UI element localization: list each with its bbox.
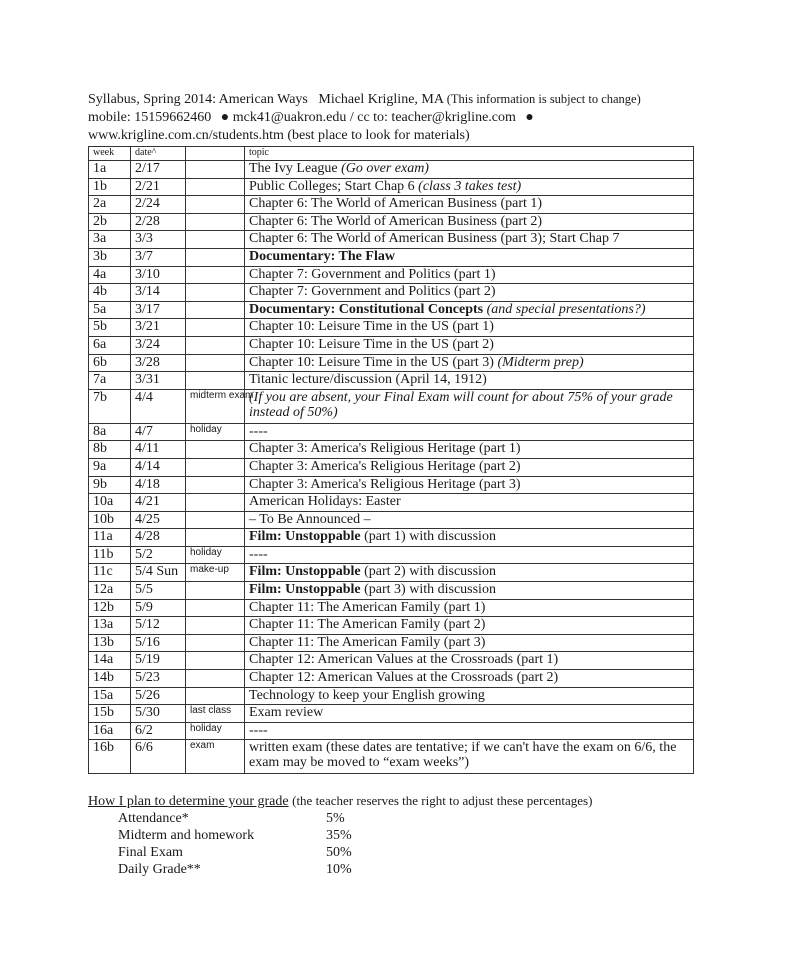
topic-text: Chapter 10: Leisure Time in the US (part 2) — [249, 336, 494, 352]
schedule-row — [89, 511, 694, 529]
note-cell — [186, 213, 245, 231]
topic-cell — [245, 354, 694, 372]
topic-text: – To Be Announced – — [249, 511, 371, 527]
topic-cell — [245, 423, 694, 441]
week-cell: 3b — [89, 248, 131, 266]
week-cell: 6a — [89, 336, 131, 354]
topic-text: Chapter 12: American Values at the Crossroads (part 1) — [249, 652, 559, 668]
week-cell: 8a — [89, 423, 131, 441]
schedule-row — [89, 248, 694, 266]
schedule-row — [89, 634, 694, 652]
week-cell: 7a — [89, 372, 131, 390]
schedule-body — [89, 147, 694, 774]
date-cell: 2/21 — [131, 178, 186, 196]
topic-text: The Ivy League — [249, 161, 342, 176]
date-cell: 4/14 — [131, 458, 186, 476]
topic-text: Chapter 11: The American Family (part 1) — [249, 599, 486, 615]
date-cell: 5/2 — [131, 546, 186, 564]
note-cell: holiday — [186, 722, 245, 740]
topic-cell — [245, 231, 694, 249]
note-cell — [186, 336, 245, 354]
schedule-row — [89, 564, 694, 582]
topic-cell — [245, 161, 694, 179]
header-line-1 — [88, 90, 641, 109]
column-header-topic: topic — [245, 147, 694, 161]
topic-text: Chapter 7: Government and Politics (part 1) — [249, 266, 496, 282]
topic-text: Chapter 12: American Values at the Crossroads (part 2) — [249, 670, 559, 686]
week-cell: 6b — [89, 354, 131, 372]
week-cell: 4b — [89, 284, 131, 302]
topic-cell — [245, 722, 694, 740]
topic-text: Public Colleges; Start Chap 6 — [249, 178, 419, 194]
note-cell — [186, 266, 245, 284]
date-cell: 3/24 — [131, 336, 186, 354]
note-cell: holiday — [186, 423, 245, 441]
week-cell: 3a — [89, 231, 131, 249]
week-cell: 9b — [89, 476, 131, 494]
schedule-row — [89, 213, 694, 231]
topic-cell — [245, 564, 694, 582]
schedule-table — [88, 146, 694, 774]
week-cell: 11b — [89, 546, 131, 564]
topic-italic-text: (Go over exam) — [341, 161, 429, 176]
grading-title: How I plan to determine your grade — [88, 794, 289, 809]
topic-text: written exam (these dates are tentative; if we can't have the exam on 6/6, the exam may be moved to “exam weeks”) — [249, 740, 677, 771]
grade-item — [118, 844, 592, 861]
date-cell: 2/24 — [131, 196, 186, 214]
week-cell: 14a — [89, 652, 131, 670]
date-cell: 3/31 — [131, 372, 186, 390]
week-cell: 8b — [89, 441, 131, 459]
topic-text: Chapter 6: The World of American Business (part 2) — [249, 213, 543, 229]
schedule-row — [89, 441, 694, 459]
topic-cell — [245, 599, 694, 617]
topic-italic-text: (class 3 takes test) — [418, 178, 522, 194]
note-cell — [186, 494, 245, 512]
note-cell — [186, 652, 245, 670]
topic-cell — [245, 687, 694, 705]
grading-subtitle: (the teacher reserves the right to adjust these percentages) — [292, 793, 593, 808]
column-header-date: date^ — [131, 147, 186, 161]
note-cell — [186, 178, 245, 196]
note-cell — [186, 441, 245, 459]
note-cell: exam — [186, 740, 245, 774]
week-cell: 16b — [89, 740, 131, 774]
grade-item-label: Attendance* — [118, 811, 189, 826]
date-cell: 2/28 — [131, 213, 186, 231]
column-header-note — [186, 147, 245, 161]
topic-bold-text: Film: Unstoppable — [249, 564, 365, 580]
schedule-row — [89, 705, 694, 723]
topic-text: Chapter 3: America's Religious Heritage (part 3) — [249, 476, 521, 492]
topic-cell — [245, 441, 694, 459]
week-cell: 12a — [89, 582, 131, 600]
grade-item-value: 50% — [326, 845, 352, 860]
topic-cell — [245, 389, 694, 423]
note-cell — [186, 354, 245, 372]
date-cell: 3/7 — [131, 248, 186, 266]
topic-cell — [245, 266, 694, 284]
note-cell — [186, 319, 245, 337]
week-cell: 5a — [89, 301, 131, 319]
date-cell: 5/26 — [131, 687, 186, 705]
schedule-row — [89, 458, 694, 476]
grade-item — [118, 861, 592, 878]
note-cell: midterm exam — [186, 389, 245, 423]
topic-italic-text: (If you are absent, your Final Exam will count for about 75% of your grade instead of 50%) — [249, 389, 673, 420]
subject-to-change-note: (This information is subject to change) — [446, 92, 641, 106]
schedule-row — [89, 319, 694, 337]
header-line-2 — [88, 109, 641, 127]
note-cell — [186, 372, 245, 390]
note-cell — [186, 248, 245, 266]
note-cell: holiday — [186, 546, 245, 564]
note-cell — [186, 670, 245, 688]
week-cell: 2a — [89, 196, 131, 214]
date-cell: 4/18 — [131, 476, 186, 494]
week-cell: 1a — [89, 161, 131, 179]
week-cell: 10a — [89, 494, 131, 512]
grade-item-label: Final Exam — [118, 845, 183, 860]
topic-text: ---- — [249, 423, 268, 439]
schedule-row — [89, 740, 694, 774]
grade-item-value: 10% — [326, 862, 352, 877]
week-cell: 2b — [89, 213, 131, 231]
topic-cell — [245, 336, 694, 354]
note-cell: make-up — [186, 564, 245, 582]
topic-text: ---- — [249, 546, 268, 562]
schedule-row — [89, 161, 694, 179]
week-cell: 16a — [89, 722, 131, 740]
date-cell: 5/9 — [131, 599, 186, 617]
week-cell: 15b — [89, 705, 131, 723]
topic-cell — [245, 617, 694, 635]
date-cell: 5/23 — [131, 670, 186, 688]
schedule-row — [89, 722, 694, 740]
date-cell: 3/17 — [131, 301, 186, 319]
schedule-row — [89, 301, 694, 319]
grade-item-value: 35% — [326, 828, 352, 843]
date-cell: 4/4 — [131, 389, 186, 423]
topic-text: Chapter 10: Leisure Time in the US (part 1) — [249, 319, 494, 335]
topic-text: Technology to keep your English growing — [249, 687, 485, 703]
topic-cell — [245, 494, 694, 512]
note-cell — [186, 511, 245, 529]
schedule-row — [89, 476, 694, 494]
date-cell: 3/3 — [131, 231, 186, 249]
topic-text: Chapter 7: Government and Politics (part 2) — [249, 284, 496, 300]
topic-text: Chapter 6: The World of American Business (part 1) — [249, 196, 543, 212]
topic-text: Chapter 3: America's Religious Heritage (part 1) — [249, 441, 521, 457]
note-cell — [186, 634, 245, 652]
date-cell: 5/5 — [131, 582, 186, 600]
topic-bold-text: Film: Unstoppable — [249, 529, 365, 545]
date-cell: 3/21 — [131, 319, 186, 337]
note-cell — [186, 617, 245, 635]
mobile-number: mobile: 15159662460 — [88, 110, 212, 125]
date-cell: 4/28 — [131, 529, 186, 547]
schedule-row — [89, 546, 694, 564]
note-cell — [186, 284, 245, 302]
topic-cell — [245, 529, 694, 547]
course-title: Syllabus, Spring 2014: American Ways Michael Krigline, MA — [88, 92, 444, 107]
topic-text: Chapter 10: Leisure Time in the US (part 3) — [249, 354, 498, 370]
week-cell: 13a — [89, 617, 131, 635]
topic-cell — [245, 652, 694, 670]
note-cell — [186, 582, 245, 600]
grade-item-value: 5% — [326, 811, 345, 826]
topic-cell — [245, 301, 694, 319]
date-cell: 3/28 — [131, 354, 186, 372]
website-line: www.krigline.com.cn/students.htm (best place to look for materials) — [88, 128, 470, 143]
week-cell: 5b — [89, 319, 131, 337]
topic-cell — [245, 582, 694, 600]
week-cell: 11a — [89, 529, 131, 547]
column-header-week: week — [89, 147, 131, 161]
topic-cell — [245, 458, 694, 476]
note-cell — [186, 231, 245, 249]
schedule-row — [89, 529, 694, 547]
week-cell: 12b — [89, 599, 131, 617]
topic-text: (part 3) with discussion — [364, 582, 496, 598]
schedule-row — [89, 178, 694, 196]
topic-cell — [245, 511, 694, 529]
date-cell: 4/21 — [131, 494, 186, 512]
week-cell: 14b — [89, 670, 131, 688]
schedule-row — [89, 582, 694, 600]
date-cell: 4/11 — [131, 441, 186, 459]
week-cell: 9a — [89, 458, 131, 476]
topic-cell — [245, 213, 694, 231]
topic-text: Chapter 11: The American Family (part 3) — [249, 634, 486, 650]
grade-item-label: Daily Grade** — [118, 862, 201, 877]
date-cell: 3/14 — [131, 284, 186, 302]
note-cell — [186, 687, 245, 705]
date-cell: 4/25 — [131, 511, 186, 529]
schedule-row — [89, 652, 694, 670]
topic-bold-text: Documentary: The Flaw — [249, 248, 395, 264]
schedule-row — [89, 336, 694, 354]
email-contact: mck41@uakron.edu / cc to: teacher@krigline.com — [232, 110, 516, 125]
note-cell — [186, 529, 245, 547]
date-cell: 5/30 — [131, 705, 186, 723]
topic-text: ---- — [249, 722, 268, 738]
topic-cell — [245, 248, 694, 266]
schedule-row — [89, 423, 694, 441]
grade-item-label: Midterm and homework — [118, 828, 255, 843]
topic-text: Titanic lecture/discussion (April 14, 1912) — [249, 372, 487, 388]
bullet-icon: ● — [525, 110, 534, 125]
topic-text: American Holidays: Easter — [249, 494, 401, 510]
topic-text: Chapter 3: America's Religious Heritage (part 2) — [249, 458, 521, 474]
topic-cell — [245, 372, 694, 390]
schedule-row — [89, 284, 694, 302]
schedule-row — [89, 670, 694, 688]
date-cell: 4/7 — [131, 423, 186, 441]
schedule-header-row — [89, 147, 694, 161]
schedule-row — [89, 372, 694, 390]
topic-text: Exam review — [249, 705, 324, 721]
grading-section — [88, 792, 592, 878]
topic-bold-text: Film: Unstoppable — [249, 582, 365, 598]
date-cell: 3/10 — [131, 266, 186, 284]
week-cell: 4a — [89, 266, 131, 284]
topic-cell — [245, 476, 694, 494]
syllabus-header — [88, 90, 641, 145]
topic-cell — [245, 546, 694, 564]
topic-cell — [245, 196, 694, 214]
topic-cell — [245, 178, 694, 196]
topic-cell — [245, 284, 694, 302]
note-cell: last class — [186, 705, 245, 723]
date-cell: 6/2 — [131, 722, 186, 740]
date-cell: 5/4 Sun — [131, 564, 186, 582]
topic-text: (part 2) with discussion — [364, 564, 496, 580]
schedule-row — [89, 354, 694, 372]
date-cell: 2/17 — [131, 161, 186, 179]
topic-cell — [245, 670, 694, 688]
week-cell: 15a — [89, 687, 131, 705]
note-cell — [186, 161, 245, 179]
topic-cell — [245, 634, 694, 652]
topic-cell — [245, 319, 694, 337]
note-cell — [186, 599, 245, 617]
schedule-row — [89, 617, 694, 635]
note-cell — [186, 301, 245, 319]
week-cell: 13b — [89, 634, 131, 652]
week-cell: 11c — [89, 564, 131, 582]
grade-item — [118, 810, 592, 827]
topic-italic-text: (and special presentations?) — [486, 301, 646, 317]
week-cell: 7b — [89, 389, 131, 423]
schedule-row — [89, 231, 694, 249]
note-cell — [186, 458, 245, 476]
grading-heading — [88, 792, 592, 810]
date-cell: 5/16 — [131, 634, 186, 652]
note-cell — [186, 476, 245, 494]
schedule-row — [89, 494, 694, 512]
schedule-row — [89, 266, 694, 284]
topic-bold-text: Documentary: Constitutional Concepts — [249, 301, 487, 317]
topic-cell — [245, 705, 694, 723]
schedule-row — [89, 389, 694, 423]
date-cell: 5/12 — [131, 617, 186, 635]
schedule-row — [89, 687, 694, 705]
bullet-icon: ● — [220, 110, 230, 125]
topic-italic-text: (Midterm prep) — [497, 354, 584, 370]
topic-text: Chapter 11: The American Family (part 2) — [249, 617, 486, 633]
week-cell: 10b — [89, 511, 131, 529]
topic-text: (part 1) with discussion — [364, 529, 496, 545]
topic-text: Chapter 6: The World of American Business (part 3); Start Chap 7 — [249, 231, 620, 247]
week-cell: 1b — [89, 178, 131, 196]
schedule-row — [89, 599, 694, 617]
topic-cell — [245, 740, 694, 774]
date-cell: 6/6 — [131, 740, 186, 774]
note-cell — [186, 196, 245, 214]
grade-item — [118, 827, 592, 844]
schedule-row — [89, 196, 694, 214]
date-cell: 5/19 — [131, 652, 186, 670]
